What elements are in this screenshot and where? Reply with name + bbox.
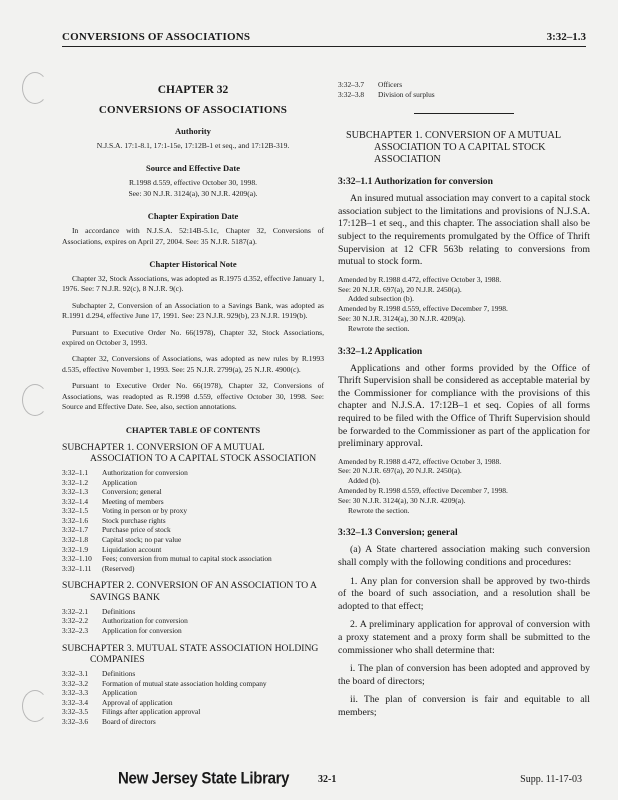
toc-list [62, 468, 324, 574]
toc-item-title: Purchase price of stock [102, 525, 171, 535]
authority-text: N.J.S.A. 17:1-8.1, 17:1-15e, 17:12B-1 et seq., and 17:12B-319. [96, 141, 290, 150]
toc-item-title: Stock purchase rights [102, 515, 166, 525]
supplement-date: Supp. 11-17-03 [520, 774, 582, 785]
toc-item-number: 3:32–1.10 [62, 554, 92, 564]
toc-item [62, 626, 324, 636]
toc-item-title: Meeting of members [102, 496, 164, 506]
toc-item-title: Conversion; general [102, 487, 162, 497]
left-column [62, 84, 324, 727]
section-text: An insured mutual association may convert to a capital stock association subject to the limitations and provisions of N.J.S.A. 17:12B–1 et seq., and this chapter. The association shall also be subject to the requirements promulgated by the Office of Thrift Supervision at 12 CFR 563b relating to conversions from mutual to stock form. [338, 193, 590, 268]
toc-item-number: 3:32–2.2 [62, 616, 89, 626]
history-note: Pursuant to Executive Order No. 66(1978), Chapter 32, Conversions of Associations, was readopted as R.1998 d.559, effective October 30, 1998. See: Source and Effective Date. See, also, section annotations. [62, 381, 324, 412]
toc-item [62, 545, 324, 555]
section-paragraph: (a) A State chartered association making such conversion shall comply with the following conditions and procedures: [338, 544, 590, 569]
amendment-line: Rewrote the section. [348, 323, 410, 333]
section-paragraph: ii. The plan of conversion is fair and equitable to all members; [338, 694, 590, 718]
toc-item [62, 717, 324, 727]
toc-item [62, 688, 324, 698]
toc-item-title: (Reserved) [102, 563, 135, 573]
toc-item-title: Authorization for conversion [102, 467, 188, 477]
toc-item [62, 679, 324, 689]
toc-heading: CHAPTER TABLE OF CONTENTS [125, 424, 261, 435]
toc-item [62, 616, 324, 626]
toc-item-title: Application for conversion [102, 626, 182, 636]
toc-item [62, 506, 324, 516]
toc-item [62, 564, 324, 574]
toc-item-title: Definitions [102, 606, 136, 616]
section-heading: 3:32–1.1 Authorization for conversion [338, 176, 493, 188]
amendment-line: Amended by R.1998 d.559, effective December 7, 1998. [338, 486, 508, 496]
toc-item-title: Filings after application approval [102, 707, 201, 717]
history-note: Pursuant to Executive Order No. 66(1978), Chapter 32, Stock Associations, expired on October 3, 1993. [62, 327, 324, 348]
right-column [338, 80, 590, 726]
toc-item-number: 3:32–1.7 [62, 525, 89, 535]
toc-item [62, 707, 324, 717]
section-text: Applications and other forms provided by the Office of Thrift Supervision shall be considered as acceptable material by the Commissioner for compliance with the provisions of this chapter and N.J.S.A. 17:12B–1 et seq. Copies of all forms required to be filed with the Office of Thrift Supervision should be forwarded to the Commissioner as part of the application for preliminary approval. [338, 362, 590, 450]
toc-subchapter-title: SUBCHAPTER 1. CONVERSION OF A MUTUAL ASSOCIATION TO A CAPITAL STOCK ASSOCIATION [62, 441, 317, 464]
toc-item-number: 3:32–3.5 [62, 707, 89, 717]
toc-item-title: Voting in person or by proxy [102, 506, 188, 516]
running-header [62, 28, 586, 47]
toc-item [338, 80, 590, 90]
header-title: CONVERSIONS OF ASSOCIATIONS [62, 31, 251, 43]
toc-item [62, 478, 324, 488]
toc-item-title: Approval of application [102, 697, 173, 707]
toc-item [62, 516, 324, 526]
source-heading: Source and Effective Date [145, 163, 241, 174]
amendment-line: Amended by R.1988 d.472, effective October 3, 1988. [338, 274, 502, 284]
amendment-line: Added subsection (b). [348, 294, 415, 304]
binder-hole [22, 690, 48, 722]
amendment-line: Rewrote the section. [348, 505, 410, 515]
toc-item-number: 3:32–3.2 [62, 678, 89, 688]
toc-item-number: 3:32–2.3 [62, 626, 89, 636]
page-footer [0, 769, 618, 794]
section-heading: 3:32–1.2 Application [338, 345, 423, 357]
toc-subchapter-title: SUBCHAPTER 2. CONVERSION OF AN ASSOCIATION TO A SAVINGS BANK [62, 580, 317, 603]
toc-list [338, 80, 590, 99]
toc-item-title: Authorization for conversion [102, 616, 188, 626]
toc-item-number: 3:32–1.9 [62, 544, 89, 554]
toc-list [62, 669, 324, 727]
chapter-number: CHAPTER 32 [157, 84, 229, 96]
toc-item [62, 698, 324, 708]
amendment-line: See: 30 N.J.R. 3124(a), 30 N.J.R. 4209(a). [338, 313, 466, 323]
toc-item [62, 525, 324, 535]
divider [414, 113, 514, 114]
chapter-title: CONVERSIONS OF ASSOCIATIONS [98, 104, 288, 116]
amendment-notes [338, 457, 590, 516]
amendment-line: Amended by R.1998 d.559, effective December 7, 1998. [338, 304, 508, 314]
toc-item-title: Application [102, 688, 137, 698]
toc-item [62, 669, 324, 679]
toc-item-number: 3:32–1.2 [62, 477, 89, 487]
toc-item-title: Board of directors [102, 717, 156, 726]
amendment-line: See: 20 N.J.R. 697(a), 20 N.J.R. 2450(a). [338, 466, 462, 476]
toc-item-title: Formation of mutual state association holding company [102, 678, 267, 688]
toc-item-title: Definitions [102, 669, 136, 679]
toc-item-number: 3:32–3.1 [62, 669, 89, 679]
binder-hole [22, 384, 48, 416]
toc-item [62, 487, 324, 497]
page-number: 32-1 [318, 774, 337, 785]
section-paragraph: i. The plan of conversion has been adopted and approved by the board of directors; [338, 663, 590, 687]
toc-item-number: 3:32–1.3 [62, 487, 89, 497]
section-heading: 3:32–1.3 Conversion; general [338, 527, 458, 539]
history-note: Chapter 32, Conversions of Associations, was adopted as new rules by R.1993 d.535, effective November 1, 1993. See: 25 N.J.R. 2799(a), 25 N.J.R. 4900(c). [62, 354, 324, 374]
section-paragraph: 1. Any plan for conversion shall be approved by two-thirds of the board of such association, and a resolution shall be adopted to that effect; [338, 575, 590, 612]
subchapter-title: SUBCHAPTER 1. CONVERSION OF A MUTUAL ASSOCIATION TO A CAPITAL STOCK ASSOCIATION [346, 130, 561, 166]
authority-heading: Authority [175, 126, 211, 136]
history-heading: Chapter Historical Note [149, 259, 237, 270]
header-section: 3:32–1.3 [546, 31, 586, 43]
toc-item-title: Capital stock; no par value [102, 535, 182, 545]
binder-hole [22, 72, 48, 104]
amendment-line: See: 30 N.J.R. 3124(a), 30 N.J.R. 4209(a). [338, 495, 466, 505]
source-line: See: 30 N.J.R. 3124(a), 30 N.J.R. 4209(a). [128, 188, 258, 198]
section-paragraph: 2. A preliminary application for approval of conversion with a proxy statement and a proxy form shall be submitted to the commissioner who shall determine that: [338, 619, 590, 656]
toc-item-number: 3:32–1.1 [62, 467, 89, 477]
toc-item-number: 3:32–1.4 [62, 496, 89, 506]
toc-item-number: 3:32–3.8 [338, 89, 365, 99]
amendment-line: Added (b). [348, 476, 381, 486]
toc-item-number: 3:32–1.6 [62, 515, 89, 525]
toc-item-title: Fees; conversion from mutual to capital stock association [102, 554, 272, 564]
toc-item-number: 3:32–1.8 [62, 535, 89, 545]
toc-item-title: Officers [378, 80, 403, 89]
toc-item-title: Division of surplus [378, 89, 435, 99]
toc-item-number: 3:32–2.1 [62, 606, 89, 616]
library-stamp: New Jersey State Library [118, 769, 290, 788]
toc-list [62, 607, 324, 636]
toc-item-number: 3:32–3.4 [62, 697, 89, 707]
toc-item-number: 3:32–1.11 [62, 563, 92, 573]
toc-subchapter-title: SUBCHAPTER 3. MUTUAL STATE ASSOCIATION HOLDING COMPANIES [62, 642, 319, 665]
toc-item [62, 468, 324, 478]
expiration-text: In accordance with N.J.S.A. 52:14B-5.1c, Chapter 32, Conversions of Associations, expires on April 27, 2004. See: 35 N.J.R. 5187(a). [62, 226, 324, 246]
amendment-line: See: 20 N.J.R. 697(a), 20 N.J.R. 2450(a). [338, 284, 462, 294]
toc-item-title: Liquidation account [102, 544, 162, 554]
history-note: Chapter 32, Stock Associations, was adopted as R.1975 d.352, effective January 1, 1976. See: 7 N.J.R. 92(c), 8 N.J.R. 9(c). [62, 274, 324, 294]
toc-item-title: Application [102, 477, 137, 487]
toc-item [62, 554, 324, 564]
toc-item-number: 3:32–1.5 [62, 506, 89, 516]
source-line: R.1998 d.559, effective October 30, 1998. [128, 178, 258, 188]
toc-item [338, 90, 590, 100]
expiration-heading: Chapter Expiration Date [147, 211, 239, 222]
amendment-notes [338, 275, 590, 334]
toc-item [62, 607, 324, 617]
history-note: Subchapter 2, Conversion of an Association to a Savings Bank, was adopted as R.1991 d.294, effective June 17, 1991. See: 23 N.J.R. 929(b), 23 N.J.R. 1919(b). [62, 300, 324, 321]
toc-item-number: 3:32–3.6 [62, 717, 89, 726]
amendment-line: Amended by R.1988 d.472, effective October 3, 1988. [338, 456, 502, 466]
toc-item [62, 497, 324, 507]
toc-item-number: 3:32–3.3 [62, 688, 89, 698]
toc-item [62, 535, 324, 545]
toc-item-number: 3:32–3.7 [338, 80, 365, 89]
